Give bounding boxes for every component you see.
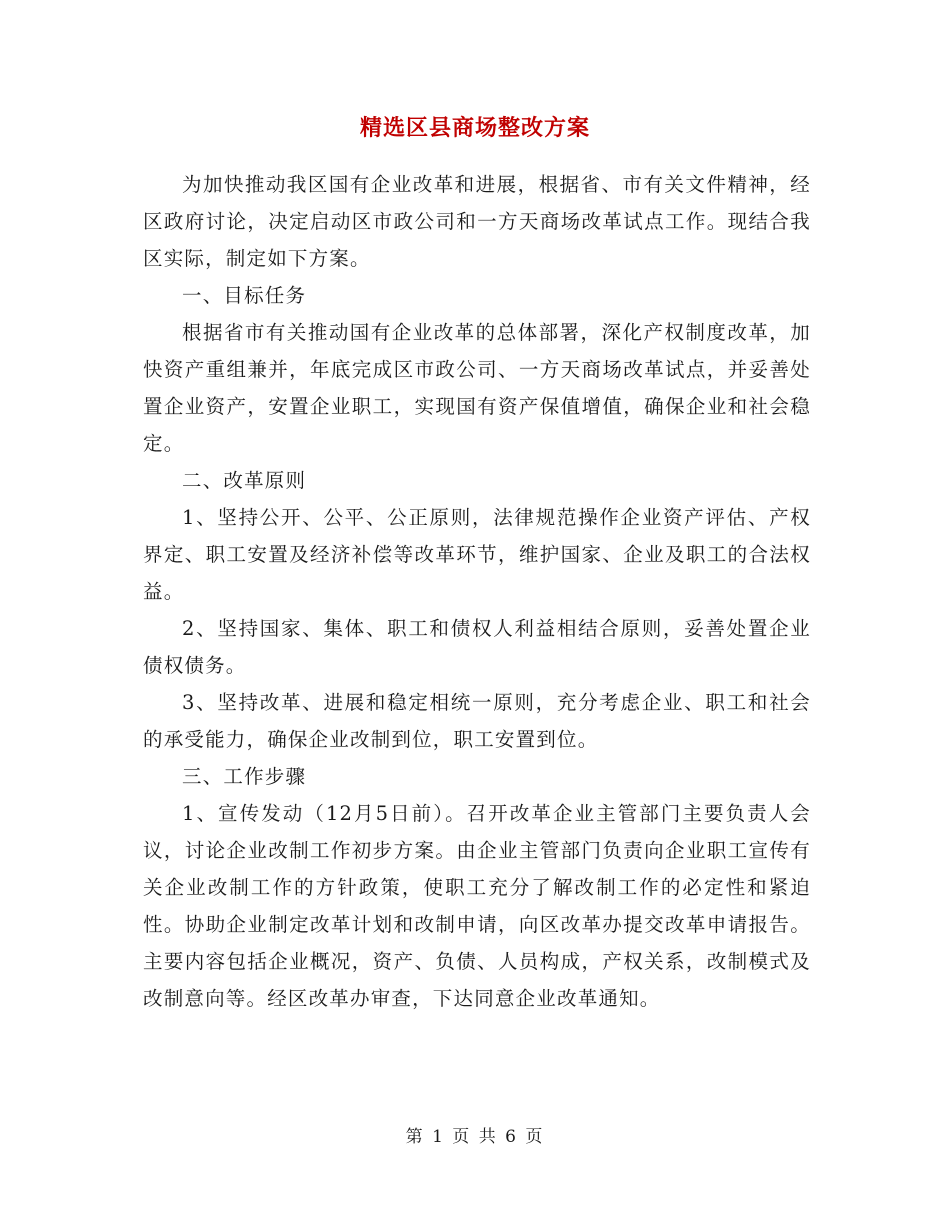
paragraph-principle-2: 2、坚持国家、集体、职工和债权人利益相结合原则，妥善处置企业债权债务。 xyxy=(143,617,811,677)
section-heading-principles: 二、改革原则 xyxy=(182,469,307,492)
paragraph-principle-3: 3、坚持改革、进展和稳定相统一原则，充分考虑企业、职工和社会的承受能力，确保企业改制到位，职工安置到位。 xyxy=(143,691,811,751)
paragraph-step-1: 1、宣传发动（12月5日前）。召开改革企业主管部门主要负责人会议，讨论企业改制工作初步方案。由企业主管部门负责向企业职工宣传有关企业改制工作的方针政策，使职工充分了解改制工作的必定性和紧迫性。协助企业制定改革计划和改制申请，向区改革办提交改革申请报告。主要内容包括企业概况，资产、负债、人员构成，产权关系，改制模式及改制意向等。经区改革办审查，下达同意企业改革通知。 xyxy=(143,802,811,1010)
paragraph-goals: 根据省市有关推动国有企业改革的总体部署，深化产权制度改革，加快资产重组兼并，年底完成区市政公司、一方天商场改革试点，并妥善处置企业资产，安置企业职工，实现国有资产保值增值，确保企业和社会稳定。 xyxy=(143,321,811,455)
paragraph-principle-1: 1、坚持公开、公平、公正原则，法律规范操作企业资产评估、产权界定、职工安置及经济补偿等改革环节，维护国家、企业及职工的合法权益。 xyxy=(143,506,811,603)
page-footer xyxy=(0,1124,950,1150)
section-heading-steps: 三、工作步骤 xyxy=(182,765,307,788)
document-body xyxy=(143,166,811,1017)
document-title: 精选区县商场整改方案 xyxy=(359,115,590,141)
page-number-label: 第 1 页 共 6 页 xyxy=(405,1127,545,1147)
paragraph-intro: 为加快推动我区国有企业改革和进展，根据省、市有关文件精神，经区政府讨论，决定启动区市政公司和一方天商场改革试点工作。现结合我区实际，制定如下方案。 xyxy=(143,173,811,270)
section-heading-goals: 一、目标任务 xyxy=(182,284,307,307)
